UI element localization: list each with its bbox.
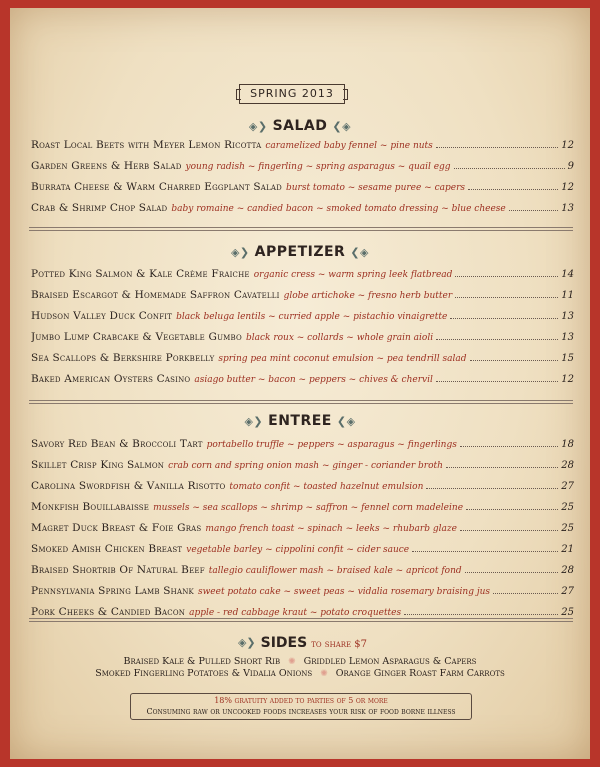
- salad-title: SALAD: [272, 118, 328, 134]
- side-item: Smoked Fingerling Potatoes & Vidalia Onions: [95, 668, 313, 679]
- sides-row-1: [0, 656, 600, 667]
- appetizer-list: [31, 268, 574, 394]
- menu-item: Pennsylvania Spring Lamb Shank sweet potato cake ~ sweet peas ~ vidalia rosemary braising jus 27: [31, 585, 574, 597]
- menu-item: Carolina Swordfish & Vanilla Risotto tomato confit ~ toasted hazelnut emulsion 27: [31, 480, 574, 492]
- ornament-left-icon: ◈❯: [248, 119, 268, 133]
- appetizer-title: APPETIZER: [254, 244, 346, 260]
- menu-item: Monkfish Bouillabaisse mussels ~ sea scallops ~ shrimp ~ saffron ~ fennel corn madeleine 25: [31, 501, 574, 513]
- entree-title: ENTREE: [268, 413, 332, 429]
- season-label: SPRING 2013: [239, 84, 345, 104]
- sides-header: [0, 632, 600, 651]
- menu-item: Braised Shortrib Of Natural Beef tallegio cauliflower mash ~ braised kale ~ apricot fond 28: [31, 564, 574, 576]
- menu-item: Skillet Crisp King Salmon crab corn and spring onion mash ~ ginger - coriander broth 28: [31, 459, 574, 471]
- side-item: Orange Ginger Roast Farm Carrots: [335, 668, 505, 679]
- food-safety-notice: Consuming raw or uncooked foods increases your risk of food borne illness: [146, 707, 456, 716]
- sides-title: SIDES: [260, 635, 308, 651]
- menu-item: Jumbo Lump Crabcake & Vegetable Gumbo black roux ~ collards ~ whole grain aioli 13: [31, 331, 574, 343]
- side-item: Braised Kale & Pulled Short Rib: [123, 656, 281, 667]
- dot-separator-icon: ✺: [320, 669, 328, 679]
- divider: [29, 618, 573, 622]
- notice-box: [130, 693, 472, 720]
- menu-item: Smoked Amish Chicken Breast vegetable barley ~ cippolini confit ~ cider sauce 21: [31, 543, 574, 555]
- gratuity-notice: 18% gratuity added to parties of 5 or more: [214, 696, 388, 705]
- ornament-right-icon: ❮◈: [350, 245, 370, 259]
- menu-item: Potted King Salmon & Kale Crème Fraiche organic cress ~ warm spring leek flatbread 14: [31, 268, 574, 280]
- menu-item: Garden Greens & Herb Salad young radish ~ fingerling ~ spring asparagus ~ quail egg 9: [31, 160, 574, 172]
- menu-item: Braised Escargot & Homemade Saffron Cavatelli globe artichoke ~ fresno herb butter 11: [31, 289, 574, 301]
- menu-item: Crab & Shrimp Chop Salad baby romaine ~ candied bacon ~ smoked tomato dressing ~ blue cheese 13: [31, 202, 574, 214]
- side-item: Griddled Lemon Asparagus & Capers: [303, 656, 477, 667]
- menu-item: Burrata Cheese & Warm Charred Eggplant Salad burst tomato ~ sesame puree ~ capers 12: [31, 181, 574, 193]
- dot-separator-icon: ✺: [288, 657, 296, 667]
- menu-item: Savory Red Bean & Broccoli Tart portabello truffle ~ peppers ~ asparagus ~ fingerlings 18: [31, 438, 574, 450]
- menu-item: Roast Local Beets with Meyer Lemon Ricotta caramelized baby fennel ~ pine nuts 12: [31, 139, 574, 151]
- ornament-right-icon: ❮◈: [336, 414, 356, 428]
- menu-item: Sea Scallops & Berkshire Porkbelly spring pea mint coconut emulsion ~ pea tendrill salad 15: [31, 352, 574, 364]
- sides-subtitle: to share $7: [311, 639, 368, 650]
- divider: [29, 227, 573, 231]
- menu-item: Hudson Valley Duck Confit black beluga lentils ~ curried apple ~ pistachio vinaigrette 13: [31, 310, 574, 322]
- ornament-right-icon: ❮◈: [332, 119, 352, 133]
- sides-row-2: [0, 668, 600, 679]
- entree-header: [0, 413, 600, 429]
- menu-item: Baked American Oysters Casino asiago butter ~ bacon ~ peppers ~ chives & chervil 12: [31, 373, 574, 385]
- ornament-left-icon: ◈❯: [244, 414, 264, 428]
- salad-header: [0, 118, 600, 134]
- menu-item: Magret Duck Breast & Foie Gras mango french toast ~ spinach ~ leeks ~ rhubarb glaze 25: [31, 522, 574, 534]
- menu-item: Pork Cheeks & Candied Bacon apple - red cabbage kraut ~ potato croquettes 25: [31, 606, 574, 618]
- appetizer-header: [0, 244, 600, 260]
- divider: [29, 400, 573, 404]
- ornament-left-icon: ◈❯: [237, 636, 256, 649]
- ornament-left-icon: ◈❯: [230, 245, 250, 259]
- entree-list: [31, 438, 574, 627]
- salad-list: [31, 139, 574, 223]
